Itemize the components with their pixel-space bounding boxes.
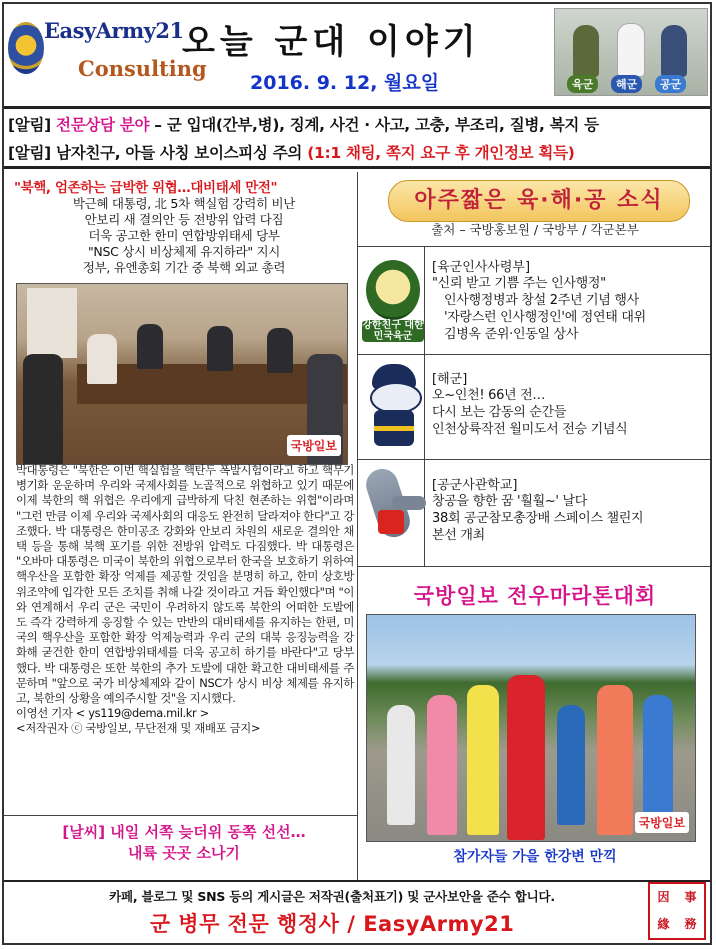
weather-line: 내륙 곳곳 소나기 [128,844,240,862]
seal-char: 因 [657,890,670,904]
news-item-line: '자랑스런 인사행정인'에 정연태 대위 [444,310,646,325]
divider [4,815,357,816]
news-item-line: "신뢰 받고 기쁨 주는 인사행정" [432,276,606,291]
army-mascot-icon [362,252,424,348]
person-silhouette [23,354,63,464]
divider [357,246,710,247]
navy-mascot-icon [364,360,424,454]
notice-tag: [알림] [8,144,51,162]
article-headline: "북핵, 엄존하는 급박한 위협…대비태세 만전" [14,180,278,196]
summary-line: 더욱 공고한 한미 연합방위태세 당부 [88,228,280,243]
office-seal [648,882,706,940]
article-byline: 이영선 기자 < ys119@dema.mil.kr > [16,706,209,721]
news-item-line: 38회 공군참모총장배 스페이스 챌린지 [432,511,644,526]
person-silhouette [267,328,293,373]
photo-watermark: 국방일보 [287,435,341,456]
brand-name: EasyArmy21 [44,18,184,43]
notice-tag: [알림] [8,116,51,134]
brand-subtitle: Consulting [78,56,207,81]
news-item-line: 본선 개최 [432,528,485,543]
notice-text: – 군 입대(간부,병), 징계, 사건 · 사고, 고충, 부조리, 질병, 복지 등 [149,116,599,134]
page-title: 오늘 군대 이야기 [182,22,481,62]
army-kid-figure [573,25,599,77]
marathon-title: 국방일보 전우마라톤대회 [413,584,657,608]
runner-silhouette [387,705,415,825]
news-banner: 아주짧은 육·해·공 소식 [388,180,690,222]
summary-line: "NSC 상시 비상체제 유지하라" 지시 [87,244,280,259]
army-emblem-icon [8,22,44,74]
summary-line: 안보리 새 결의안 등 전방위 압력 다짐 [84,212,284,227]
column-divider [357,172,358,880]
person-silhouette [87,334,117,384]
news-item-army [432,256,646,343]
runner-silhouette [507,675,545,840]
runner-silhouette [467,685,499,835]
divider [357,354,710,355]
seal-char: 緣 [657,917,670,931]
divider [4,166,710,169]
news-item-line: 창공을 향한 꿈 '훨훨~' 날다 [432,494,588,509]
news-item-section: [해군] [432,372,468,387]
weather-box [14,822,354,864]
marathon-photo [366,614,696,842]
divider [4,880,710,882]
news-item-line: 다시 보는 감동의 순간들 [432,405,567,420]
notice-text: 남자친구, 아들 사칭 보이스피싱 주의 [50,144,303,162]
article-copyright: <저작권자 ⓒ 국방일보, 무단전재 및 재배포 금지> [16,721,261,736]
weather-line: [날씨] 내일 서쪽 늦더위 동쪽 선선… [62,823,306,841]
runner-silhouette [427,695,457,835]
notice-consulting [8,113,599,135]
person-silhouette [207,326,233,371]
summary-line: 정부, 유엔총회 기간 중 북핵 외교 총력 [82,260,286,275]
news-item-line: 김병옥 준위·인동일 상사 [444,327,579,342]
issue-date: 2016. 9. 12, 월요일 [250,72,440,94]
divider [4,106,710,109]
footer-notice: 카페, 블로그 및 SNS 등의 게시글은 저작권(출처표기) 및 군사보안을 준수 합니다. [109,889,555,904]
navy-kid-figure [617,23,645,77]
news-item-airforce [432,474,643,544]
airforce-mascot-icon [362,462,428,558]
person-silhouette [137,324,163,369]
notice-phishing [8,141,575,163]
news-item-line: 인사행정병과 창설 2주년 기념 행사 [444,293,639,308]
navy-label: 해군 [611,75,642,93]
seal-char: 務 [684,917,697,931]
airforce-label: 공군 [655,75,686,93]
divider [357,566,710,567]
army-mascot-label: 강한친구 대한민국육군 [362,320,424,342]
photo-watermark: 국방일보 [635,812,689,833]
notice-highlight: 전문상담 분야 [56,116,150,134]
news-item-line: 오~인천! 66년 전… [432,388,546,403]
news-item-section: [공군사관학교] [432,478,518,493]
marathon-caption: 참가자들 가을 한강변 만끽 [453,849,617,865]
flag-shape [27,288,77,358]
news-item-section: [육군인사사령부] [432,260,531,275]
news-item-line: 인천상륙작전 월미도서 전승 기념식 [432,422,628,437]
runner-silhouette [557,705,585,825]
seal-char: 事 [684,890,697,904]
runner-silhouette [597,685,633,835]
summary-line: 박근혜 대통령, 北 5차 핵실험 강력히 비난 [72,196,296,211]
kids-uniform-photo [554,8,708,96]
article-summary [14,196,354,276]
runner-silhouette [643,695,673,825]
divider [357,459,710,460]
news-item-navy [432,368,627,438]
airforce-kid-figure [661,25,687,77]
article-paragraph: 박대통령은 "북한은 이번 핵실험을 핵탄두 폭발시험이라고 하고 핵무기 병기화 운운하며 우리와 국제사회를 노골적으로 위협하고 있기 때문에 이제 북한의 핵 위협은 우리에게 급박하게 닥친 현존하는 위협"이라며 "그런 만큼 이제 우리와 국제사회의 대응도 완전히 달라져야 한다"고 강조했다. 박 대통령은 한미공조 강화와 안보리 차원의 새로운 결의안 채택 등을 통해 북핵 포기를 위한 전방위 압력도 다짐했다. 박 대통령은 "오바마 대통령은 미국이 북한의 위협으로부터 한국을 보호하기 위하여 핵우산을 포함한 확장 억제를 제공할 것임을 분명히 하고, 한미 상호방위조약에 입각한 모든 조치를 취해 나갈 것이라고 거듭 확인했다"며 "이와 연계해서 우리 군은 국민이 우려하지 않도록 북한의 어떠한 도발에도 즉각 강력하게 응징할 수 있는 만반의 대비태세를 유지하는 한편, 미국의 핵우산을 포함한 확장 억제능력과 우리 군의 대북 응징능력을 강화해 굳건한 한미 연합방위태세를 더욱 공고히 하기를 바란다"고 당부했다. 박 대통령은 또한 북한의 추가 도발에 대한 확고한 대비태세를 주문하며 "앞으로 국가 비상체제와 같이 NSC가 상시 비상 체제를 유지하고, 북한의 상황을 예의주시할 것"을 지시했다. [16,463,354,706]
notice-highlight: (1:1 채팅, 쪽지 요구 후 개인정보 획득) [307,144,575,162]
meeting-photo [16,283,348,465]
footer-office: 군 병무 전문 행정사 / EasyArmy21 [149,912,515,936]
news-source: 출처 – 국방홍보원 / 국방부 / 각군본부 [431,222,639,237]
army-label: 육군 [567,75,598,93]
article-body [16,463,354,737]
